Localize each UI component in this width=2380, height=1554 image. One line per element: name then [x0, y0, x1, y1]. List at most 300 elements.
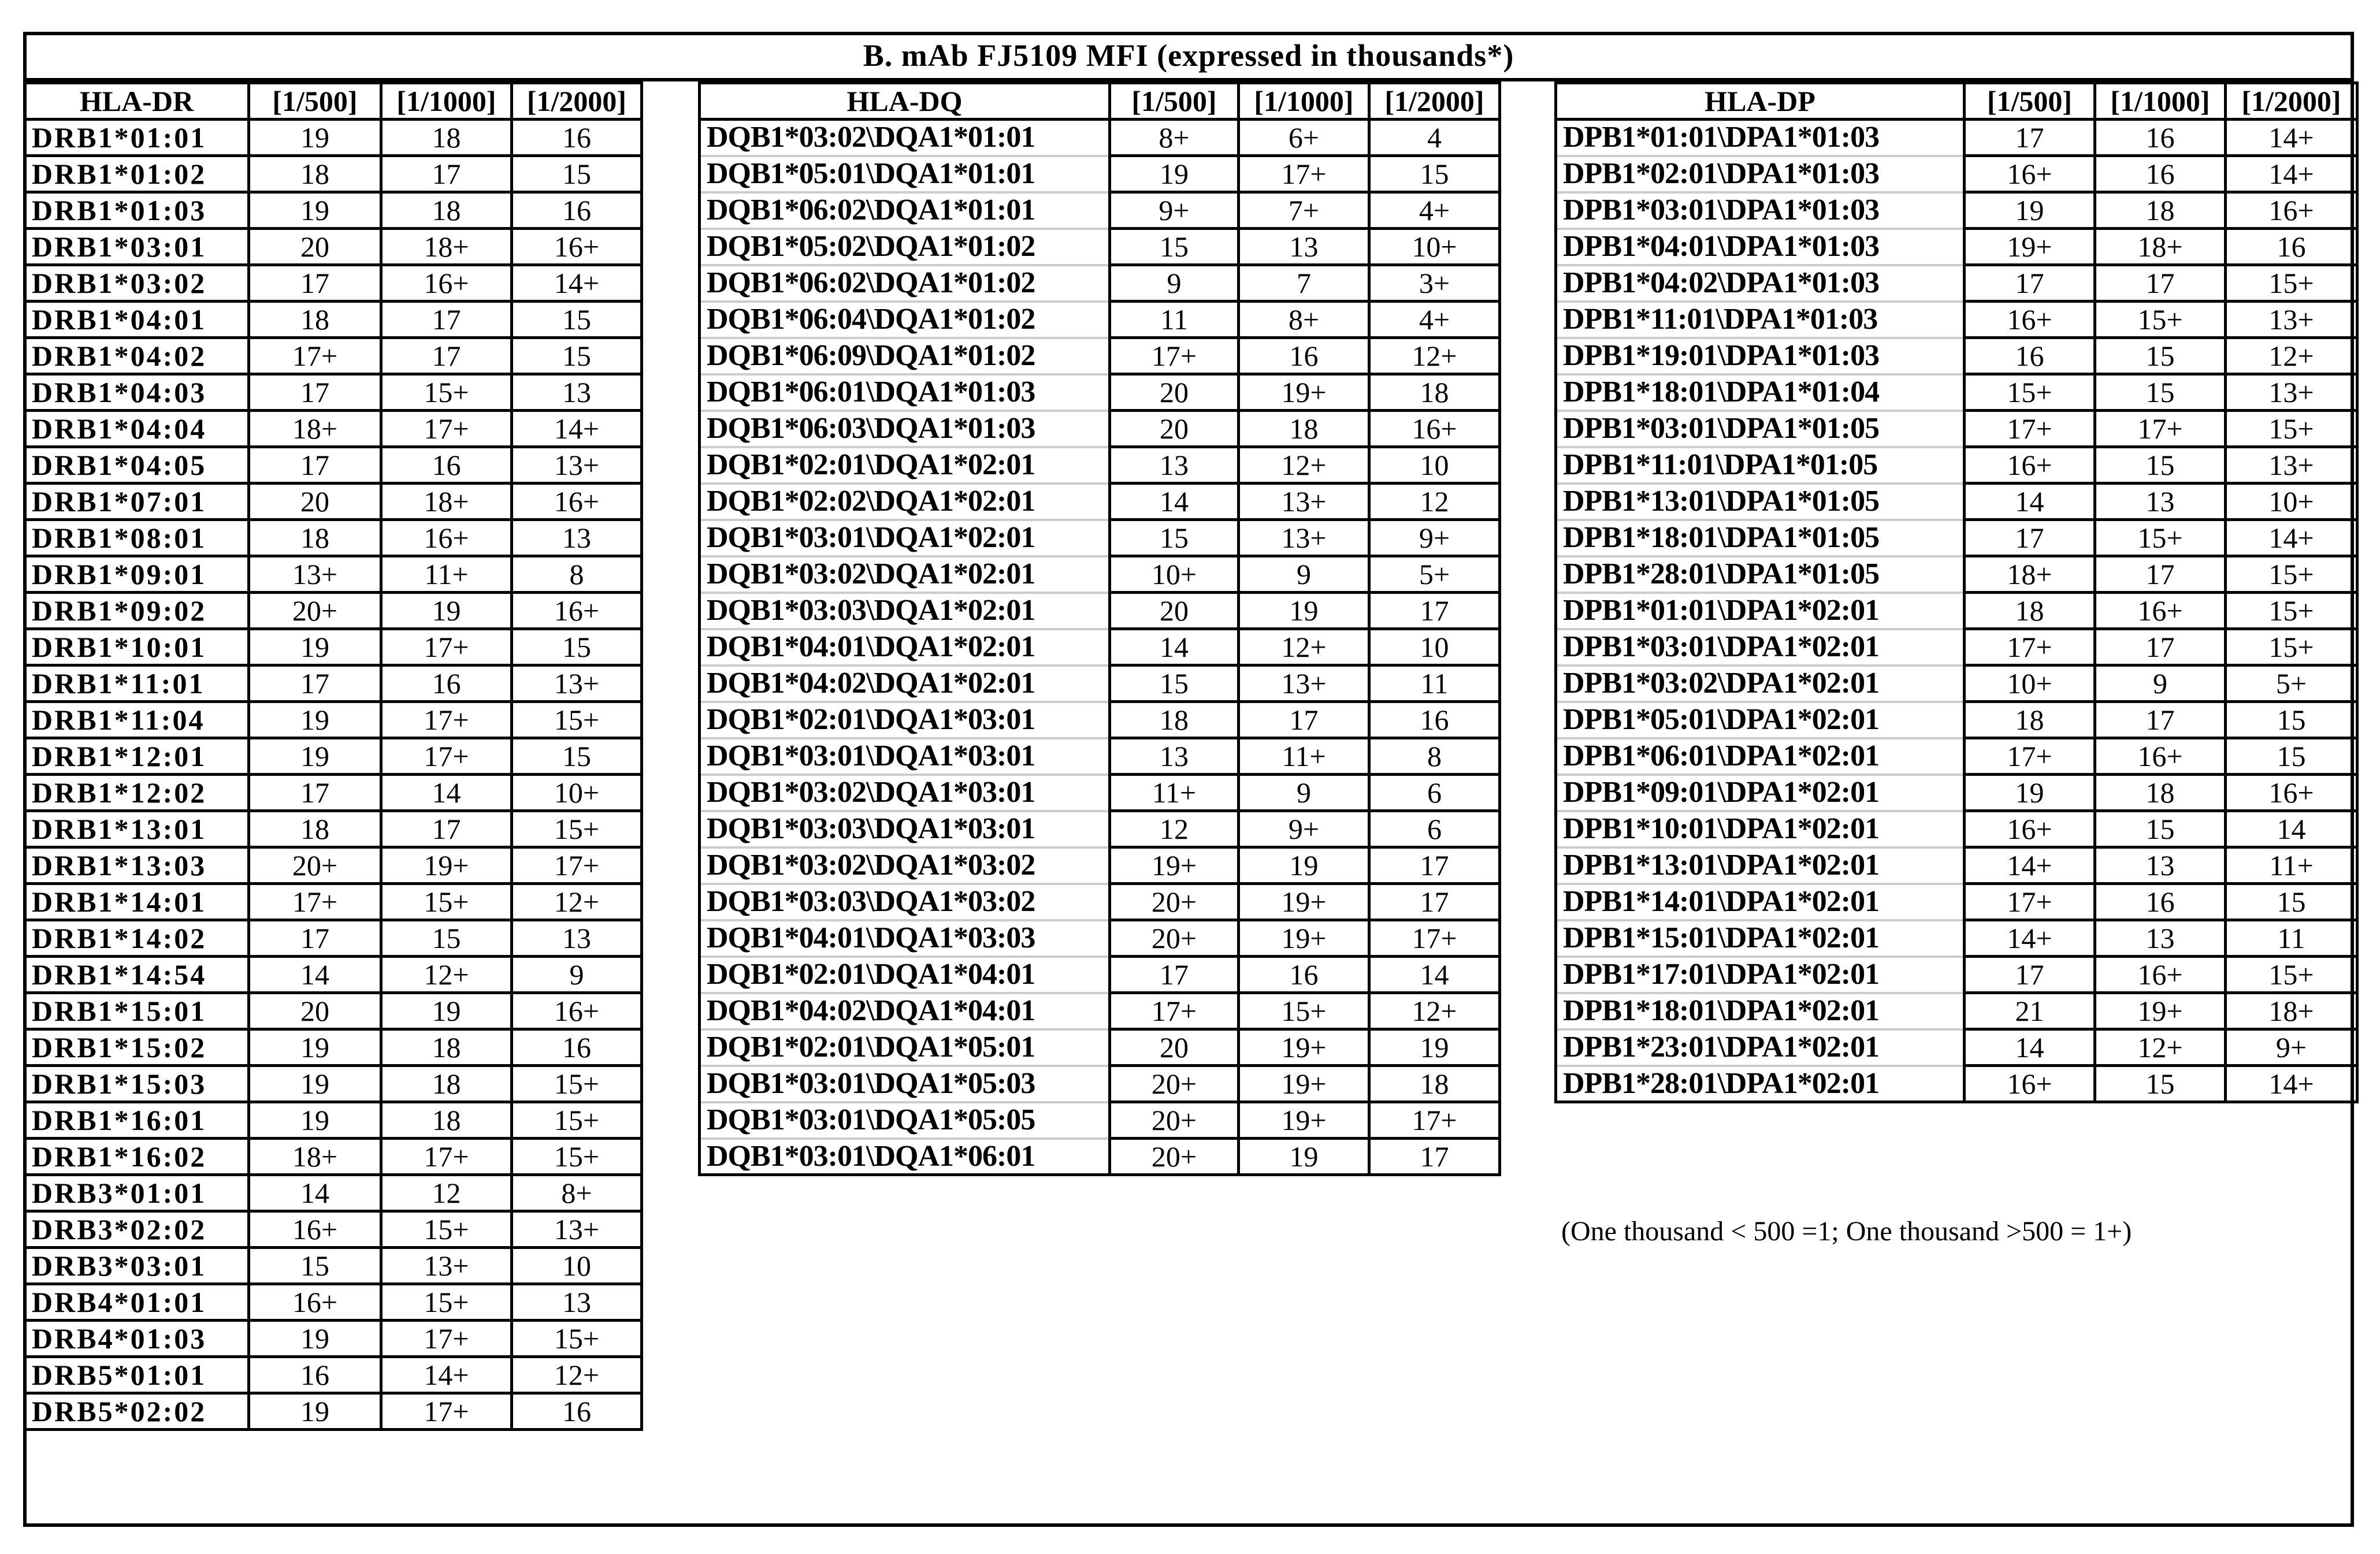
mfi-1-2000-cell: 12+ — [2226, 338, 2357, 374]
allele-cell: DRB5*01:01 — [25, 1357, 249, 1393]
mfi-1-500-cell: 19 — [249, 629, 381, 666]
mfi-1-500-cell: 20 — [1110, 411, 1239, 447]
table-row — [700, 1066, 1500, 1102]
allele-cell: DRB1*04:01 — [25, 302, 249, 338]
mfi-1-500-cell: 17+ — [1965, 738, 2095, 775]
mfi-1-500-cell: 13 — [1110, 738, 1239, 775]
allele-cell: DQB1*04:02\DQA1*02:01 — [700, 666, 1110, 702]
mfi-1-2000-cell: 16+ — [1369, 411, 1500, 447]
mfi-1-1000-cell: 12+ — [1239, 629, 1369, 666]
mfi-1-1000-cell: 19+ — [1239, 1102, 1369, 1139]
mfi-1-500-cell: 17+ — [1965, 411, 2095, 447]
mfi-1-1000-cell: 11+ — [381, 556, 512, 593]
table-row — [1556, 229, 2357, 265]
mfi-1-500-cell: 20+ — [1110, 1066, 1239, 1102]
allele-cell: DQB1*05:01\DQA1*01:01 — [700, 156, 1110, 192]
mfi-1-2000-cell: 9+ — [2226, 1029, 2357, 1066]
table-row — [25, 738, 642, 775]
mfi-1-500-cell: 17 — [1965, 120, 2095, 156]
header-row — [700, 83, 1500, 120]
table-row — [25, 484, 642, 520]
mfi-1-1000-cell: 12 — [381, 1175, 512, 1211]
mfi-1-2000-cell: 16+ — [2226, 192, 2357, 229]
mfi-1-500-cell: 19+ — [1110, 847, 1239, 884]
mfi-1-2000-cell: 17 — [1369, 847, 1500, 884]
allele-cell: DRB1*15:01 — [25, 993, 249, 1029]
mfi-1-500-cell: 15 — [1110, 229, 1239, 265]
mfi-1-2000-cell: 8 — [1369, 738, 1500, 775]
mfi-1-2000-cell: 3+ — [1369, 265, 1500, 302]
mfi-1-1000-cell: 18 — [381, 1066, 512, 1102]
mfi-1-500-cell: 11 — [1110, 302, 1239, 338]
mfi-1-1000-cell: 18 — [381, 120, 512, 156]
mfi-1-1000-cell: 18 — [381, 192, 512, 229]
table-row — [1556, 484, 2357, 520]
allele-cell: DRB1*16:01 — [25, 1102, 249, 1139]
mfi-1-1000-cell: 19+ — [1239, 374, 1369, 411]
mfi-1-500-cell: 19 — [249, 120, 381, 156]
table-row — [1556, 993, 2357, 1029]
mfi-1-500-cell: 20 — [1110, 1029, 1239, 1066]
mfi-1-1000-cell: 16+ — [2095, 738, 2226, 775]
mfi-1-2000-cell: 10 — [1369, 629, 1500, 666]
allele-cell: DRB1*04:05 — [25, 447, 249, 484]
table-row — [25, 374, 642, 411]
mfi-1-500-cell: 17+ — [1110, 993, 1239, 1029]
mfi-1-1000-cell: 12+ — [2095, 1029, 2226, 1066]
mfi-1-2000-cell: 11 — [1369, 666, 1500, 702]
column-header-1-2000: [1/2000] — [2226, 83, 2357, 120]
mfi-1-2000-cell: 16+ — [2226, 775, 2357, 811]
column-header-1-2000: [1/2000] — [1369, 83, 1500, 120]
mfi-1-1000-cell: 17+ — [2095, 411, 2226, 447]
mfi-1-500-cell: 16 — [249, 1357, 381, 1393]
allele-cell: DRB1*03:02 — [25, 265, 249, 302]
mfi-1-2000-cell: 18+ — [2226, 993, 2357, 1029]
allele-cell: DPB1*11:01\DPA1*01:03 — [1556, 302, 1965, 338]
column-header-1-500: [1/500] — [1965, 83, 2095, 120]
mfi-1-500-cell: 20 — [249, 993, 381, 1029]
table-row — [700, 156, 1500, 192]
allele-cell: DQB1*03:03\DQA1*03:01 — [700, 811, 1110, 847]
table-row — [700, 811, 1500, 847]
mfi-1-1000-cell: 18 — [381, 1102, 512, 1139]
mfi-1-2000-cell: 17+ — [512, 847, 642, 884]
mfi-1-2000-cell: 11+ — [2226, 847, 2357, 884]
allele-cell: DPB1*04:02\DPA1*01:03 — [1556, 265, 1965, 302]
table-row — [1556, 192, 2357, 229]
mfi-1-1000-cell: 15+ — [2095, 520, 2226, 556]
allele-cell: DPB1*04:01\DPA1*01:03 — [1556, 229, 1965, 265]
mfi-1-1000-cell: 9 — [1239, 556, 1369, 593]
table-row — [1556, 702, 2357, 738]
table-row — [25, 156, 642, 192]
mfi-1-500-cell: 14 — [249, 1175, 381, 1211]
mfi-1-1000-cell: 13 — [2095, 920, 2226, 957]
mfi-1-2000-cell: 16+ — [512, 993, 642, 1029]
mfi-1-500-cell: 17 — [249, 666, 381, 702]
table-row — [700, 447, 1500, 484]
mfi-1-2000-cell: 9+ — [1369, 520, 1500, 556]
mfi-1-1000-cell: 14 — [381, 775, 512, 811]
allele-cell: DPB1*23:01\DPA1*02:01 — [1556, 1029, 1965, 1066]
mfi-1-500-cell: 14+ — [1965, 847, 2095, 884]
mfi-1-2000-cell: 10+ — [2226, 484, 2357, 520]
mfi-1-2000-cell: 15+ — [512, 1102, 642, 1139]
mfi-1-1000-cell: 17 — [381, 156, 512, 192]
mfi-1-1000-cell: 9 — [1239, 775, 1369, 811]
mfi-1-500-cell: 19 — [1965, 192, 2095, 229]
table-row — [1556, 374, 2357, 411]
allele-cell: DRB1*10:01 — [25, 629, 249, 666]
mfi-1-1000-cell: 16+ — [2095, 957, 2226, 993]
mfi-1-1000-cell: 15+ — [1239, 993, 1369, 1029]
table-row — [1556, 1029, 2357, 1066]
mfi-1-1000-cell: 15 — [2095, 374, 2226, 411]
table-row — [700, 192, 1500, 229]
allele-cell: DRB1*16:02 — [25, 1139, 249, 1175]
mfi-1-500-cell: 20+ — [249, 847, 381, 884]
mfi-1-500-cell: 20 — [1110, 374, 1239, 411]
table-row — [1556, 957, 2357, 993]
mfi-1-1000-cell: 19 — [381, 593, 512, 629]
header-row — [1556, 83, 2357, 120]
allele-cell: DPB1*10:01\DPA1*02:01 — [1556, 811, 1965, 847]
mfi-1-500-cell: 14 — [1110, 629, 1239, 666]
allele-cell: DQB1*04:01\DQA1*02:01 — [700, 629, 1110, 666]
allele-cell: DPB1*03:01\DPA1*01:03 — [1556, 192, 1965, 229]
mfi-1-2000-cell: 15 — [512, 738, 642, 775]
mfi-1-1000-cell: 15 — [2095, 338, 2226, 374]
table-row — [1556, 629, 2357, 666]
mfi-1-2000-cell: 17 — [1369, 884, 1500, 920]
table-row — [700, 702, 1500, 738]
mfi-1-500-cell: 20 — [249, 484, 381, 520]
column-header-allele: HLA-DR — [25, 83, 249, 120]
table-row — [25, 629, 642, 666]
mfi-1-2000-cell: 15 — [2226, 702, 2357, 738]
table-row — [25, 1066, 642, 1102]
allele-cell: DPB1*02:01\DPA1*01:03 — [1556, 156, 1965, 192]
table-row — [25, 775, 642, 811]
allele-cell: DQB1*02:01\DQA1*04:01 — [700, 957, 1110, 993]
mfi-1-500-cell: 17+ — [1110, 338, 1239, 374]
mfi-1-2000-cell: 10+ — [512, 775, 642, 811]
mfi-1-500-cell: 14 — [1110, 484, 1239, 520]
mfi-1-500-cell: 20+ — [1110, 1139, 1239, 1175]
allele-cell: DRB1*14:01 — [25, 884, 249, 920]
table-row — [700, 993, 1500, 1029]
table-row — [1556, 447, 2357, 484]
mfi-1-2000-cell: 15 — [512, 302, 642, 338]
table-row — [700, 1029, 1500, 1066]
mfi-1-500-cell: 19 — [249, 1321, 381, 1357]
allele-cell: DPB1*01:01\DPA1*02:01 — [1556, 593, 1965, 629]
mfi-1-1000-cell: 9 — [2095, 666, 2226, 702]
mfi-1-2000-cell: 13+ — [512, 447, 642, 484]
allele-cell: DRB1*04:04 — [25, 411, 249, 447]
allele-cell: DRB5*02:02 — [25, 1393, 249, 1430]
table-row — [25, 1248, 642, 1284]
mfi-1-1000-cell: 15 — [2095, 811, 2226, 847]
table-row — [1556, 156, 2357, 192]
mfi-1-500-cell: 18 — [249, 811, 381, 847]
allele-cell: DRB1*01:03 — [25, 192, 249, 229]
table-row — [700, 338, 1500, 374]
table-row — [25, 1175, 642, 1211]
mfi-1-2000-cell: 4 — [1369, 120, 1500, 156]
allele-cell: DRB3*01:01 — [25, 1175, 249, 1211]
table-row — [700, 374, 1500, 411]
mfi-1-500-cell: 16 — [1965, 338, 2095, 374]
mfi-1-2000-cell: 8+ — [512, 1175, 642, 1211]
table-row — [25, 1284, 642, 1321]
mfi-1-1000-cell: 15+ — [2095, 302, 2226, 338]
mfi-1-2000-cell: 17 — [1369, 593, 1500, 629]
table-row — [1556, 411, 2357, 447]
mfi-1-2000-cell: 15 — [2226, 738, 2357, 775]
mfi-1-2000-cell: 14+ — [2226, 120, 2357, 156]
mfi-1-500-cell: 8+ — [1110, 120, 1239, 156]
mfi-1-2000-cell: 19 — [1369, 1029, 1500, 1066]
mfi-1-500-cell: 19 — [249, 1029, 381, 1066]
mfi-1-2000-cell: 17+ — [1369, 1102, 1500, 1139]
allele-cell: DQB1*03:02\DQA1*01:01 — [700, 120, 1110, 156]
allele-cell: DPB1*01:01\DPA1*01:03 — [1556, 120, 1965, 156]
mfi-1-1000-cell: 15+ — [381, 1284, 512, 1321]
allele-cell: DQB1*02:01\DQA1*05:01 — [700, 1029, 1110, 1066]
mfi-1-2000-cell: 11 — [2226, 920, 2357, 957]
table-row — [700, 847, 1500, 884]
mfi-1-2000-cell: 16 — [1369, 702, 1500, 738]
table-row — [700, 775, 1500, 811]
mfi-1-500-cell: 16+ — [1965, 447, 2095, 484]
allele-cell: DPB1*18:01\DPA1*02:01 — [1556, 993, 1965, 1029]
mfi-1-500-cell: 14 — [1965, 484, 2095, 520]
mfi-1-1000-cell: 16+ — [2095, 593, 2226, 629]
mfi-1-500-cell: 16+ — [1965, 1066, 2095, 1102]
mfi-1-2000-cell: 15+ — [2226, 957, 2357, 993]
mfi-1-2000-cell: 16+ — [512, 593, 642, 629]
mfi-1-1000-cell: 19 — [1239, 593, 1369, 629]
mfi-1-1000-cell: 17+ — [381, 1321, 512, 1357]
table-row — [700, 593, 1500, 629]
allele-cell: DQB1*06:02\DQA1*01:01 — [700, 192, 1110, 229]
mfi-1-500-cell: 18+ — [1965, 556, 2095, 593]
mfi-1-1000-cell: 13+ — [381, 1248, 512, 1284]
mfi-1-500-cell: 17 — [1965, 520, 2095, 556]
mfi-1-1000-cell: 17+ — [381, 1139, 512, 1175]
table-row — [700, 229, 1500, 265]
allele-cell: DPB1*11:01\DPA1*01:05 — [1556, 447, 1965, 484]
table-row — [1556, 556, 2357, 593]
allele-cell: DQB1*02:01\DQA1*02:01 — [700, 447, 1110, 484]
mfi-1-1000-cell: 7+ — [1239, 192, 1369, 229]
mfi-1-500-cell: 18 — [1110, 702, 1239, 738]
allele-cell: DPB1*15:01\DPA1*02:01 — [1556, 920, 1965, 957]
mfi-1-500-cell: 18 — [249, 520, 381, 556]
mfi-1-1000-cell: 17 — [2095, 702, 2226, 738]
mfi-1-500-cell: 20+ — [249, 593, 381, 629]
allele-cell: DRB1*12:02 — [25, 775, 249, 811]
mfi-1-500-cell: 20+ — [1110, 920, 1239, 957]
mfi-1-2000-cell: 12+ — [1369, 993, 1500, 1029]
mfi-1-2000-cell: 16 — [512, 1029, 642, 1066]
mfi-1-2000-cell: 16 — [512, 1393, 642, 1430]
table-row — [700, 411, 1500, 447]
mfi-1-2000-cell: 15+ — [2226, 265, 2357, 302]
allele-cell: DQB1*03:03\DQA1*03:02 — [700, 884, 1110, 920]
mfi-1-500-cell: 14+ — [1965, 920, 2095, 957]
allele-cell: DPB1*03:01\DPA1*02:01 — [1556, 629, 1965, 666]
table-row — [700, 484, 1500, 520]
mfi-1-1000-cell: 16+ — [381, 265, 512, 302]
mfi-1-2000-cell: 13+ — [2226, 302, 2357, 338]
mfi-1-500-cell: 11+ — [1110, 775, 1239, 811]
mfi-1-1000-cell: 16 — [2095, 884, 2226, 920]
table-row — [25, 1321, 642, 1357]
table-row — [25, 1102, 642, 1139]
mfi-1-500-cell: 14 — [1965, 1029, 2095, 1066]
mfi-1-500-cell: 19 — [1110, 156, 1239, 192]
mfi-1-2000-cell: 12+ — [1369, 338, 1500, 374]
mfi-1-500-cell: 18 — [1965, 702, 2095, 738]
mfi-1-2000-cell: 14 — [1369, 957, 1500, 993]
table-row — [700, 1139, 1500, 1175]
mfi-1-1000-cell: 19+ — [1239, 1066, 1369, 1102]
mfi-1-2000-cell: 4+ — [1369, 192, 1500, 229]
mfi-1-1000-cell: 17+ — [381, 702, 512, 738]
mfi-1-500-cell: 16+ — [249, 1211, 381, 1248]
allele-cell: DPB1*05:01\DPA1*02:01 — [1556, 702, 1965, 738]
allele-cell: DRB3*02:02 — [25, 1211, 249, 1248]
mfi-1-500-cell: 17+ — [249, 884, 381, 920]
mfi-1-1000-cell: 17 — [2095, 265, 2226, 302]
mfi-1-500-cell: 20 — [249, 229, 381, 265]
table-row — [25, 302, 642, 338]
table-row — [25, 411, 642, 447]
mfi-1-1000-cell: 6+ — [1239, 120, 1369, 156]
table-row — [25, 920, 642, 957]
table-row — [25, 120, 642, 156]
allele-cell: DRB1*01:01 — [25, 120, 249, 156]
allele-cell: DQB1*03:03\DQA1*02:01 — [700, 593, 1110, 629]
mfi-1-500-cell: 19 — [249, 702, 381, 738]
table-row — [700, 666, 1500, 702]
mfi-1-1000-cell: 17 — [381, 302, 512, 338]
mfi-1-500-cell: 19+ — [1965, 229, 2095, 265]
table-row — [1556, 666, 2357, 702]
table-row — [1556, 593, 2357, 629]
mfi-1-2000-cell: 13+ — [2226, 374, 2357, 411]
mfi-1-500-cell: 10+ — [1965, 666, 2095, 702]
table-row — [700, 884, 1500, 920]
mfi-1-1000-cell: 15+ — [381, 884, 512, 920]
mfi-1-500-cell: 10+ — [1110, 556, 1239, 593]
mfi-1-500-cell: 17 — [249, 265, 381, 302]
mfi-1-1000-cell: 14+ — [381, 1357, 512, 1393]
mfi-1-2000-cell: 15+ — [2226, 629, 2357, 666]
allele-cell: DRB1*04:03 — [25, 374, 249, 411]
mfi-1-1000-cell: 16 — [381, 447, 512, 484]
hla-dr-table — [23, 81, 643, 1431]
mfi-1-1000-cell: 15 — [381, 920, 512, 957]
table-row — [25, 338, 642, 374]
table-row — [1556, 811, 2357, 847]
allele-cell: DPB1*09:01\DPA1*02:01 — [1556, 775, 1965, 811]
mfi-1-2000-cell: 15+ — [512, 811, 642, 847]
mfi-1-500-cell: 18 — [1965, 593, 2095, 629]
allele-cell: DPB1*28:01\DPA1*02:01 — [1556, 1066, 1965, 1102]
mfi-1-2000-cell: 10+ — [1369, 229, 1500, 265]
allele-cell: DQB1*02:01\DQA1*03:01 — [700, 702, 1110, 738]
mfi-1-500-cell: 17 — [249, 374, 381, 411]
mfi-1-1000-cell: 16 — [2095, 156, 2226, 192]
mfi-1-2000-cell: 13 — [512, 374, 642, 411]
header-row — [25, 83, 642, 120]
mfi-1-500-cell: 19 — [249, 1102, 381, 1139]
mfi-1-1000-cell: 17+ — [381, 629, 512, 666]
mfi-1-1000-cell: 13+ — [1239, 666, 1369, 702]
mfi-1-2000-cell: 13+ — [512, 1211, 642, 1248]
mfi-1-1000-cell: 13+ — [1239, 520, 1369, 556]
allele-cell: DPB1*28:01\DPA1*01:05 — [1556, 556, 1965, 593]
table-row — [700, 556, 1500, 593]
allele-cell: DRB4*01:03 — [25, 1321, 249, 1357]
mfi-1-1000-cell: 16 — [1239, 338, 1369, 374]
allele-cell: DRB1*14:54 — [25, 957, 249, 993]
table-row — [700, 265, 1500, 302]
allele-cell: DRB1*15:02 — [25, 1029, 249, 1066]
mfi-1-2000-cell: 15+ — [2226, 593, 2357, 629]
allele-cell: DQB1*06:02\DQA1*01:02 — [700, 265, 1110, 302]
mfi-1-1000-cell: 19 — [381, 993, 512, 1029]
table-row — [700, 957, 1500, 993]
mfi-1-1000-cell: 17 — [381, 811, 512, 847]
mfi-1-1000-cell: 18 — [2095, 775, 2226, 811]
allele-cell: DPB1*14:01\DPA1*02:01 — [1556, 884, 1965, 920]
mfi-1-500-cell: 17 — [249, 920, 381, 957]
mfi-1-500-cell: 17 — [249, 447, 381, 484]
allele-cell: DPB1*13:01\DPA1*01:05 — [1556, 484, 1965, 520]
allele-cell: DQB1*03:02\DQA1*03:01 — [700, 775, 1110, 811]
mfi-1-1000-cell: 19+ — [381, 847, 512, 884]
mfi-1-1000-cell: 16 — [1239, 957, 1369, 993]
allele-cell: DQB1*03:01\DQA1*06:01 — [700, 1139, 1110, 1175]
allele-cell: DQB1*06:03\DQA1*01:03 — [700, 411, 1110, 447]
table-row — [25, 593, 642, 629]
allele-cell: DQB1*06:09\DQA1*01:02 — [700, 338, 1110, 374]
column-header-1-500: [1/500] — [249, 83, 381, 120]
mfi-1-500-cell: 9+ — [1110, 192, 1239, 229]
mfi-1-2000-cell: 5+ — [1369, 556, 1500, 593]
table-row — [25, 811, 642, 847]
mfi-1-1000-cell: 16 — [2095, 120, 2226, 156]
mfi-1-2000-cell: 13 — [512, 1284, 642, 1321]
mfi-1-1000-cell: 15 — [2095, 1066, 2226, 1102]
mfi-1-500-cell: 20+ — [1110, 1102, 1239, 1139]
mfi-1-2000-cell: 15 — [2226, 884, 2357, 920]
allele-cell: DRB1*09:02 — [25, 593, 249, 629]
allele-cell: DRB4*01:01 — [25, 1284, 249, 1321]
table-row — [700, 302, 1500, 338]
table-row — [1556, 884, 2357, 920]
mfi-1-2000-cell: 12 — [1369, 484, 1500, 520]
allele-cell: DQB1*03:01\DQA1*03:01 — [700, 738, 1110, 775]
allele-cell: DRB3*03:01 — [25, 1248, 249, 1284]
mfi-1-2000-cell: 13+ — [512, 666, 642, 702]
mfi-1-500-cell: 13 — [1110, 447, 1239, 484]
